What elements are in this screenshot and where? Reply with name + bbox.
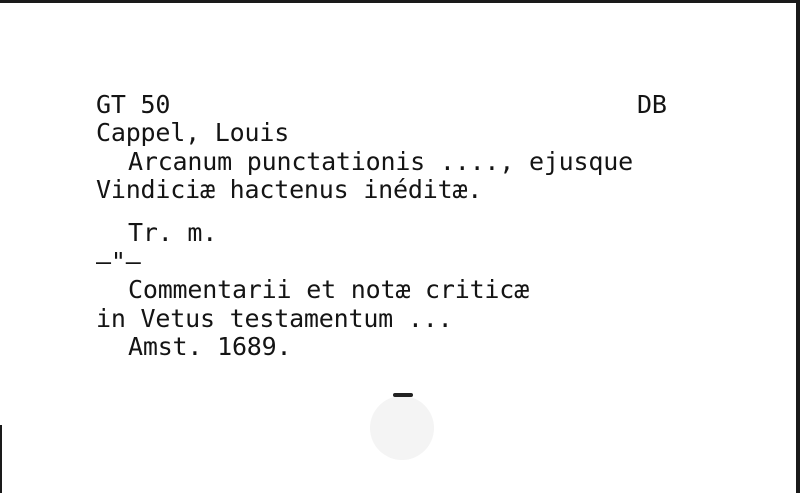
punch-hole bbox=[370, 396, 434, 460]
entry1-title-line1: Arcanum punctationis ...., ejusque bbox=[128, 147, 633, 176]
card-right-edge bbox=[796, 0, 800, 493]
entry1-title-line2: Vindiciæ hactenus inéditæ. bbox=[96, 175, 483, 204]
ditto-mark: –"– bbox=[96, 247, 141, 276]
author-heading: Cappel, Louis bbox=[96, 118, 290, 147]
entry2-title-line1: Commentarii et notæ criticæ bbox=[128, 275, 529, 304]
call-number: GT 50 bbox=[96, 90, 171, 119]
entry2-imprint: Amst. 1689. bbox=[128, 332, 292, 361]
entry1-note: Tr. m. bbox=[128, 218, 218, 247]
location-code: DB bbox=[637, 90, 667, 119]
card-top-edge bbox=[0, 0, 800, 3]
entry2-title-line2: in Vetus testamentum ... bbox=[96, 304, 453, 333]
punch-hole-mark bbox=[393, 393, 413, 397]
card-left-edge bbox=[0, 425, 2, 493]
